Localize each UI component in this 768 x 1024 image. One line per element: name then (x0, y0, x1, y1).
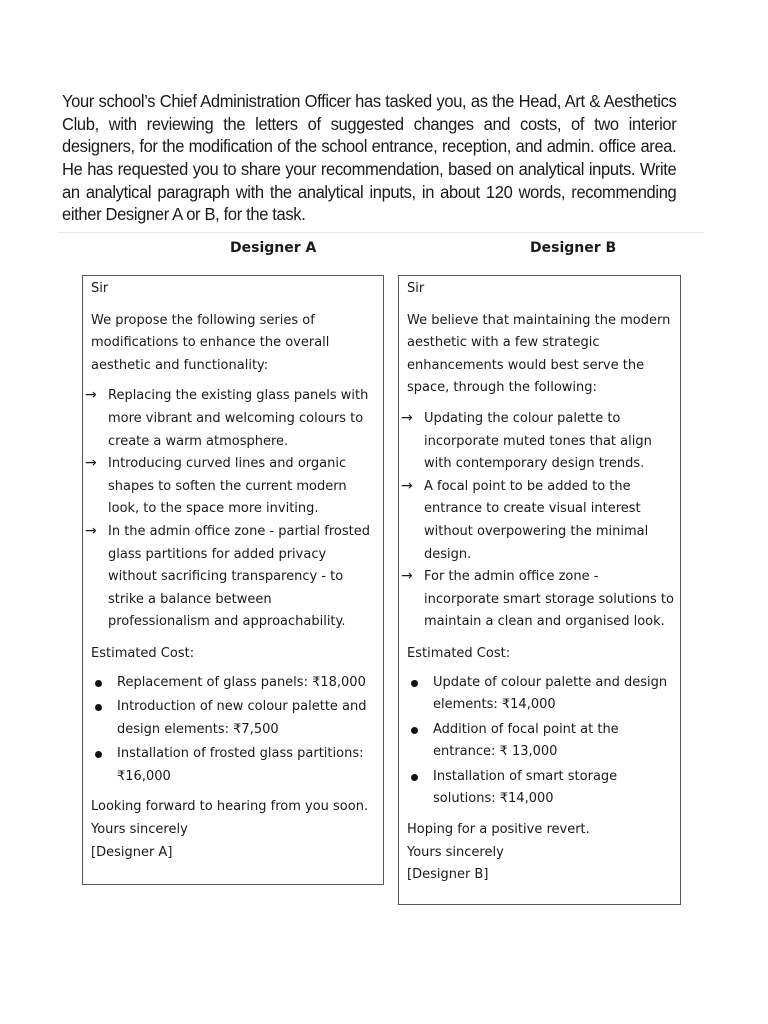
closing-line: Hoping for a positive revert. (407, 822, 590, 838)
cost-item: Update of colour palette and design elements: ₹14,000 (407, 672, 674, 717)
proposal-item: → Introducing curved lines and organic shapes to soften the current modern look, to the space more inviting. (91, 453, 377, 521)
proposal-list (407, 408, 674, 634)
task-prompt: Your school’s Chief Administration Officer has tasked you, as the Head, Art & Aesthetics Club, with reviewing the letters of suggested changes and costs, of two interior designers, for the modification of the school entrance, reception, and admin. office area. He has requested you to share your recommendation, based on analytical inputs. Write an analytical paragraph with the analytical inputs, in about 120 words, recommending either Designer A or B, for the task. (62, 91, 677, 225)
letter-intro: We believe that maintaining the modern aesthetic with a few strategic enhancements would best serve the space, through the following: (407, 312, 671, 396)
signature: [Designer B] (407, 867, 489, 883)
proposal-item: → For the admin office zone - incorporate smart storage solutions to maintain a clean and organised look. (407, 566, 674, 634)
cost-list (91, 672, 377, 789)
proposal-item: → In the admin office zone - partial frosted glass partitions for added privacy without sacrificing transparency - to strike a balance between professionalism and approachability. (91, 521, 377, 634)
designer-a-heading: Designer A (230, 240, 317, 256)
designer-b-letter (398, 275, 681, 905)
salutation: Sir (91, 281, 109, 296)
cost-item: Introduction of new colour palette and design elements: ₹7,500 (91, 696, 377, 741)
cost-label: Estimated Cost: (91, 645, 195, 661)
divider (58, 232, 704, 233)
designer-b-heading: Designer B (530, 240, 617, 256)
cost-item: Addition of focal point at the entrance: ₹ 13,000 (407, 719, 674, 764)
proposal-item: → Replacing the existing glass panels with more vibrant and welcoming colours to create a warm atmosphere. (91, 385, 377, 453)
designer-a-letter (82, 275, 384, 885)
proposal-item: → Updating the colour palette to incorporate muted tones that align with contemporary design trends. (407, 408, 674, 476)
cost-item: Installation of smart storage solutions: ₹14,000 (407, 766, 674, 811)
signature: [Designer A] (91, 844, 173, 860)
signoff: Yours sincerely (91, 822, 188, 838)
signoff: Yours sincerely (407, 844, 504, 860)
cost-label: Estimated Cost: (407, 645, 511, 661)
proposal-list (91, 385, 377, 634)
cost-item: Replacement of glass panels: ₹18,000 (91, 672, 377, 695)
cost-list (407, 672, 674, 812)
salutation: Sir (407, 281, 425, 296)
proposal-item: → A focal point to be added to the entrance to create visual interest without overpowering the minimal design. (407, 476, 674, 566)
closing-line: Looking forward to hearing from you soon. (91, 799, 369, 815)
cost-item: Installation of frosted glass partitions: ₹16,000 (91, 743, 377, 788)
letter-intro: We propose the following series of modifications to enhance the overall aesthetic and functionality: (91, 312, 330, 373)
